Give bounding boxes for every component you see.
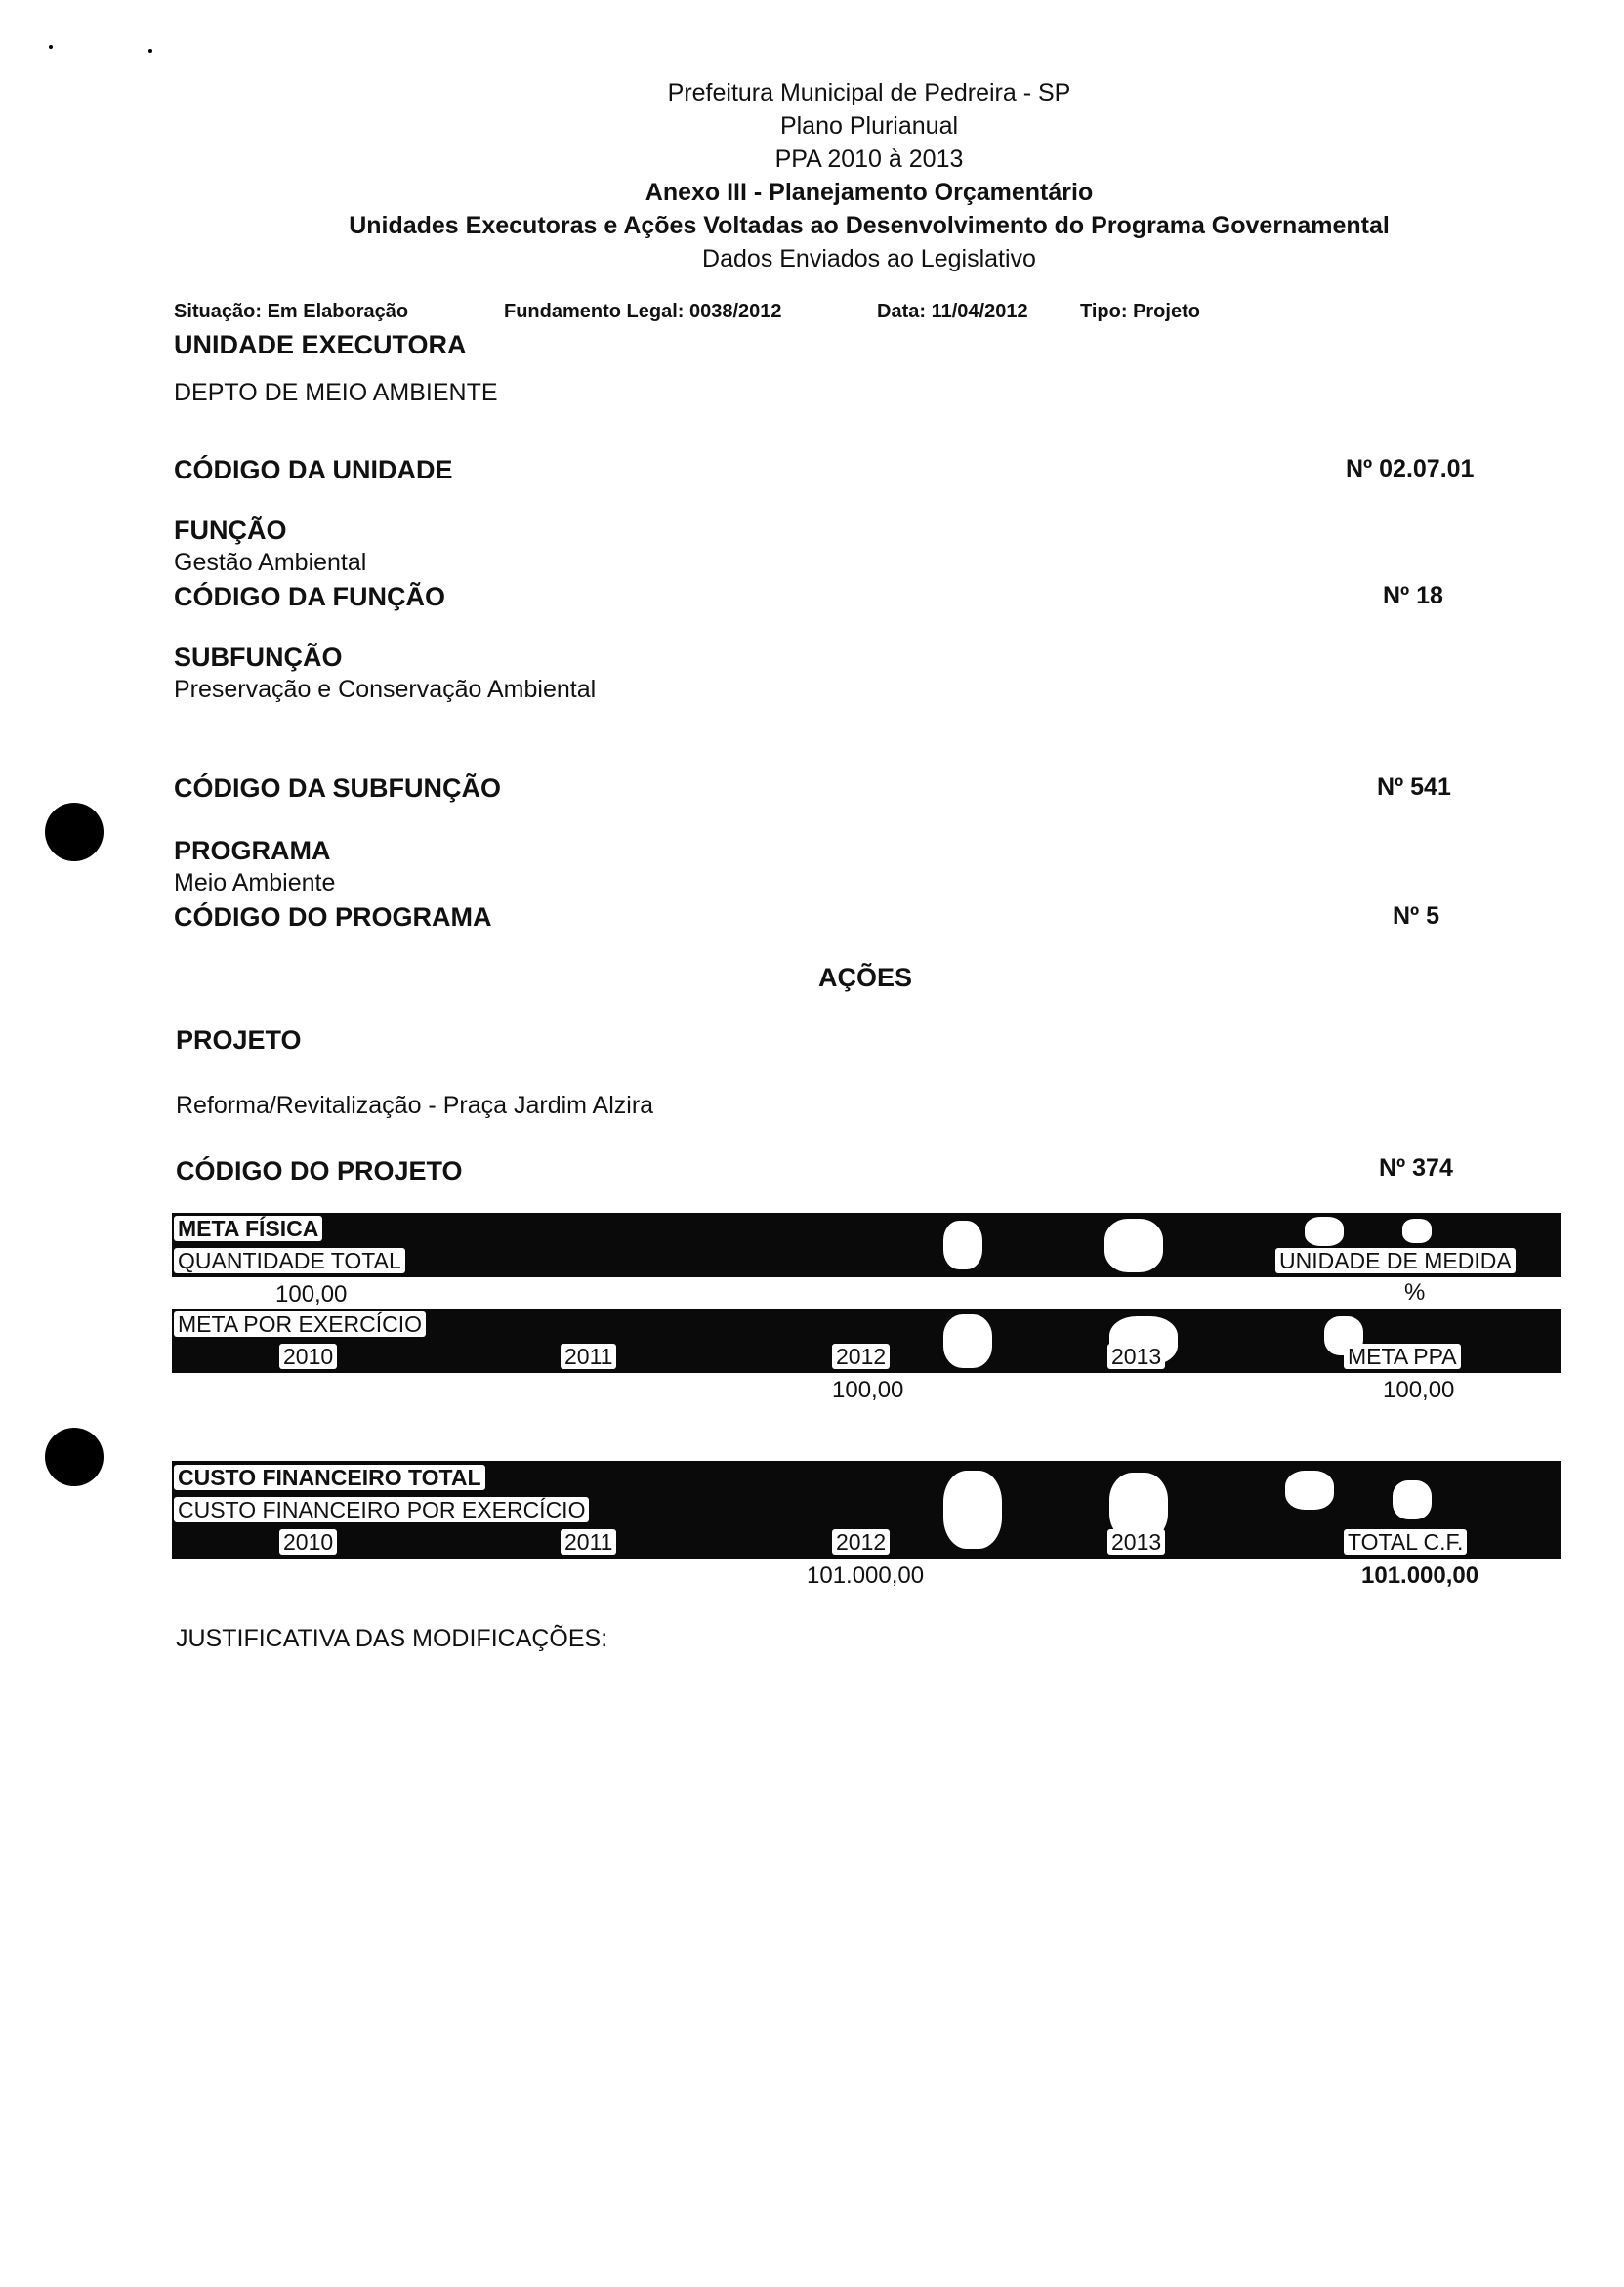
codigo-programa-label: CÓDIGO DO PROGRAMA	[174, 902, 492, 932]
custo-total-title: CUSTO FINANCEIRO TOTAL	[174, 1465, 485, 1490]
justificativa-label: JUSTIFICATIVA DAS MODIFICAÇÕES:	[176, 1625, 608, 1652]
codigo-funcao-value: Nº 18	[1383, 582, 1443, 609]
custo-year-2011: 2011	[561, 1529, 616, 1555]
meta-fisica-title: META FÍSICA	[174, 1216, 322, 1241]
scan-speck	[49, 45, 53, 49]
codigo-subfuncao-label: CÓDIGO DA SUBFUNÇÃO	[174, 773, 501, 803]
custo-2012-value: 101.000,00	[807, 1562, 925, 1589]
data: Data: 11/04/2012	[877, 301, 1028, 322]
custo-year-2010: 2010	[279, 1529, 337, 1555]
meta-2012-value: 100,00	[832, 1377, 904, 1403]
programa-label: PROGRAMA	[174, 836, 331, 865]
programa-value: Meio Ambiente	[174, 869, 336, 896]
fundamento-legal: Fundamento Legal: 0038/2012	[504, 301, 782, 322]
custo-exercicio-label: CUSTO FINANCEIRO POR EXERCÍCIO	[174, 1497, 589, 1522]
unidade-value: DEPTO DE MEIO AMBIENTE	[174, 379, 498, 406]
codigo-funcao-label: CÓDIGO DA FUNÇÃO	[174, 582, 445, 611]
scan-noise	[1305, 1217, 1344, 1246]
scan-noise	[943, 1221, 982, 1269]
total-cf-value: 101.000,00	[1361, 1562, 1479, 1589]
meta-year-2012: 2012	[832, 1344, 890, 1369]
codigo-projeto-label: CÓDIGO DO PROJETO	[176, 1156, 463, 1185]
custo-year-2012: 2012	[832, 1529, 890, 1555]
projeto-label: PROJETO	[176, 1025, 302, 1055]
quantidade-total-label: QUANTIDADE TOTAL	[174, 1248, 405, 1273]
scan-noise	[1285, 1471, 1334, 1510]
codigo-subfuncao-value: Nº 541	[1377, 773, 1451, 801]
scan-speck	[148, 49, 152, 53]
unidade-medida-label: UNIDADE DE MEDIDA	[1275, 1248, 1516, 1273]
header-anexo: Anexo III - Planejamento Orçamentário	[645, 179, 1094, 206]
custo-year-2013: 2013	[1107, 1529, 1165, 1555]
codigo-unidade-label: CÓDIGO DA UNIDADE	[174, 455, 453, 484]
funcao-value: Gestão Ambiental	[174, 549, 367, 576]
scan-noise	[943, 1471, 1002, 1549]
scan-noise	[943, 1314, 992, 1368]
projeto-value: Reforma/Revitalização - Praça Jardim Alzira	[176, 1092, 654, 1119]
subfuncao-label: SUBFUNÇÃO	[174, 643, 343, 672]
meta-exercicio-label: META POR EXERCÍCIO	[174, 1311, 426, 1337]
meta-ppa-label: META PPA	[1344, 1344, 1461, 1369]
header-ppa: PPA 2010 à 2013	[774, 146, 964, 173]
codigo-programa-value: Nº 5	[1393, 902, 1440, 930]
punch-hole	[45, 1428, 104, 1486]
funcao-label: FUNÇÃO	[174, 516, 287, 545]
unidade-label: UNIDADE EXECUTORA	[174, 330, 467, 359]
header-dados: Dados Enviados ao Legislativo	[702, 245, 1036, 272]
unidade-medida-value: %	[1404, 1279, 1426, 1306]
scan-noise	[1393, 1480, 1432, 1519]
tipo: Tipo: Projeto	[1080, 301, 1200, 322]
codigo-projeto-value: Nº 374	[1379, 1154, 1453, 1182]
meta-ppa-value: 100,00	[1383, 1377, 1455, 1403]
scan-noise	[1402, 1219, 1432, 1243]
header-unidades: Unidades Executoras e Ações Voltadas ao Desenvolvimento do Programa Governamental	[349, 212, 1390, 239]
punch-hole	[45, 803, 104, 861]
acoes-title: AÇÕES	[818, 963, 913, 992]
header-plano: Plano Plurianual	[779, 112, 959, 140]
subfuncao-value: Preservação e Conservação Ambiental	[174, 676, 597, 703]
codigo-unidade-value: Nº 02.07.01	[1346, 455, 1475, 482]
meta-year-2013: 2013	[1107, 1344, 1165, 1369]
scan-noise	[1104, 1219, 1163, 1272]
meta-year-2011: 2011	[561, 1344, 616, 1369]
total-cf-label: TOTAL C.F.	[1344, 1529, 1467, 1555]
header-prefeitura: Prefeitura Municipal de Pedreira - SP	[667, 79, 1071, 106]
situacao: Situação: Em Elaboração	[174, 301, 409, 322]
meta-year-2010: 2010	[279, 1344, 337, 1369]
quantidade-total-value: 100,00	[275, 1281, 348, 1308]
